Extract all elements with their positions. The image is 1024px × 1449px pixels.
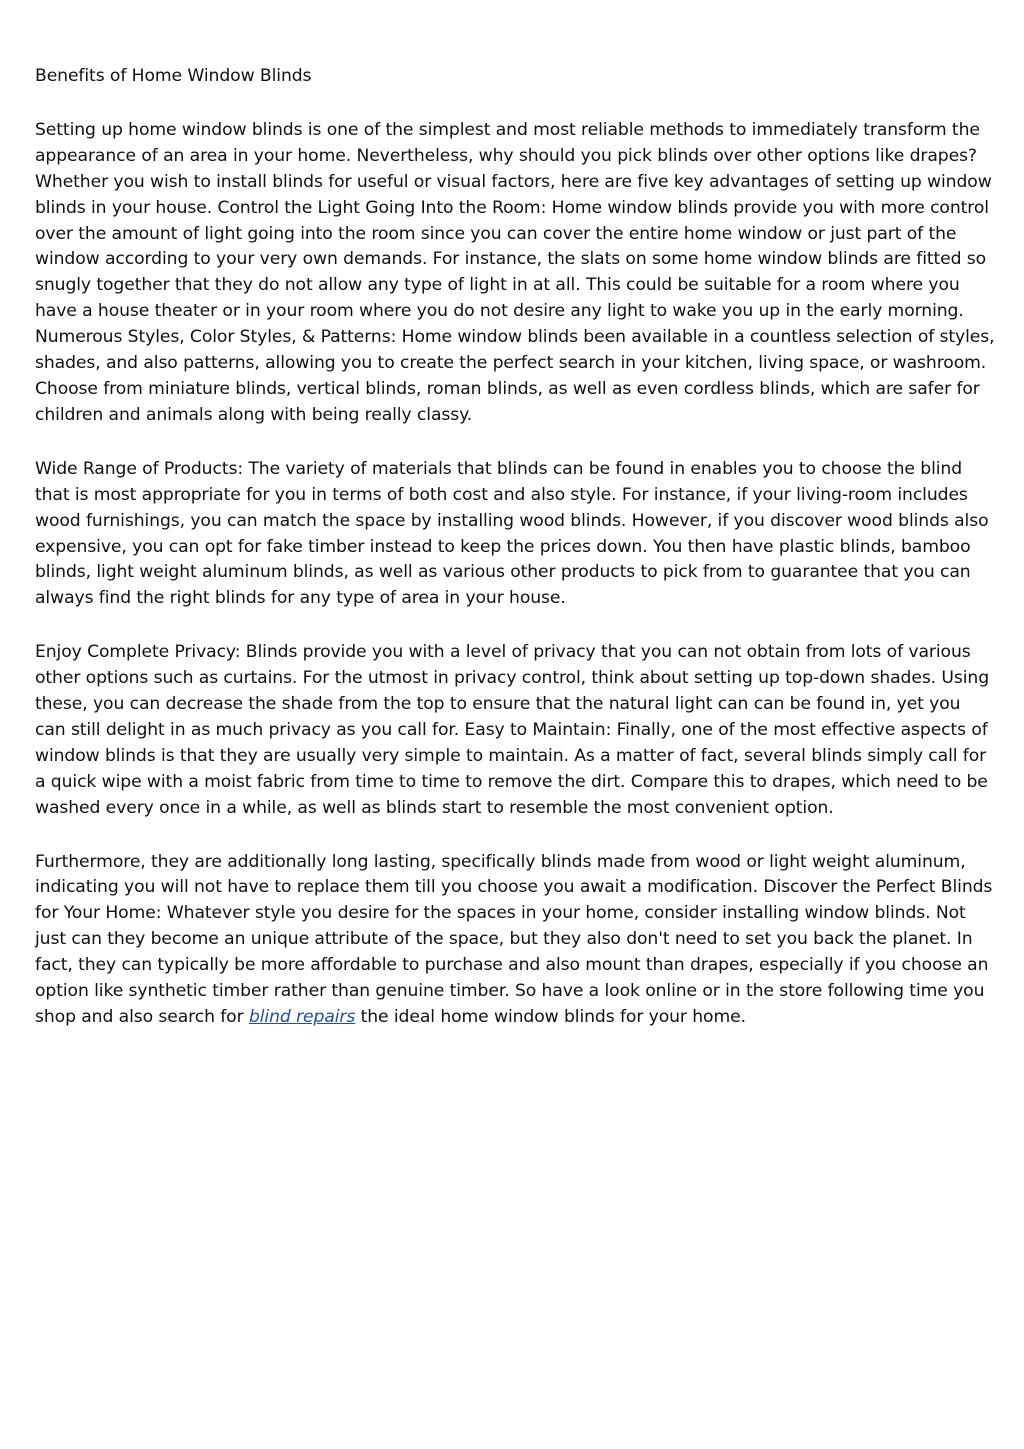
document-page	[35, 64, 995, 1059]
paragraph-materials: Wide Range of Products: The variety of materials that blinds can be found in enables you to choose the blind that is most appropriate for you in terms of both cost and also style. For instance, if your living-room includes wood furnishings, you can match the space by installing wood blinds. However, if you discover wood blinds also expensive, you can opt for fake timber instead to keep the prices down. You then have plastic blinds, bamboo blinds, light weight aluminum blinds, as well as various other products to pick from to guarantee that you can always find the right blinds for any type of area in your house.	[35, 458, 989, 609]
paragraph-privacy-maintenance: Enjoy Complete Privacy: Blinds provide you with a level of privacy that you can not obtain from lots of various other options such as curtains. For the utmost in privacy control, think about setting up top-down shades. Using these, you can decrease the shade from the top to ensure that the natural light can can be found in, yet you can still delight in as much privacy as you call for. Easy to Maintain: Finally, one of the most effective aspects of window blinds is that they are usually very simple to maintain. As a matter of fact, several blinds simply call for a quick wipe with a moist fabric from time to time to remove the dirt. Compare this to drapes, which need to be washed every once in a while, as well as blinds start to resemble the most convenient option.	[35, 642, 990, 818]
conclusion-text-before-link: Furthermore, they are additionally long lasting, specifically blinds made from wood or light weight aluminum, indicating you will not have to replace them till you choose you await a modification. Discover the Perfect Blinds for Your Home: Whatever style you desire for the spaces in your home, consider installing window blinds. Not just can they become an unique attribute of the space, but they also don't need to set you back the planet. In fact, they can typically be more affordable to purchase and also mount than drapes, especially if you choose an option like synthetic timber rather than genuine timber. So have a look online or in the store following time you shop and also search for	[35, 851, 993, 1027]
document-title: Benefits of Home Window Blinds	[35, 66, 312, 86]
conclusion-text-after-link: the ideal home window blinds for your home.	[355, 1007, 746, 1027]
paragraph-light-and-styles: Setting up home window blinds is one of the simplest and most reliable methods to immediately transform the appearance of an area in your home. Nevertheless, why should you pick blinds over other options like drapes? Whether you wish to install blinds for useful or visual factors, here are five key advantages of setting up window blinds in your house. Control the Light Going Into the Room: Home window blinds provide you with more control over the amount of light going into the room since you can cover the entire home window or just part of the window according to your very own demands. For instance, the slats on some home window blinds are fitted so snugly together that they do not allow any type of light in at all. This could be suitable for a room where you have a house theater or in your room where you do not desire any light to wake you up in the early morning. Numerous Styles, Color Styles, & Patterns: Home window blinds been available in a countless selection of styles, shades, and also patterns, allowing you to create the perfect search in your kitchen, living space, or washroom. Choose from miniature blinds, vertical blinds, roman blinds, as well as even cordless blinds, which are safer for children and animals along with being really classy.	[35, 119, 995, 425]
blind-repairs-link[interactable]: blind repairs	[248, 1007, 356, 1027]
paragraph-conclusion	[35, 850, 995, 1031]
